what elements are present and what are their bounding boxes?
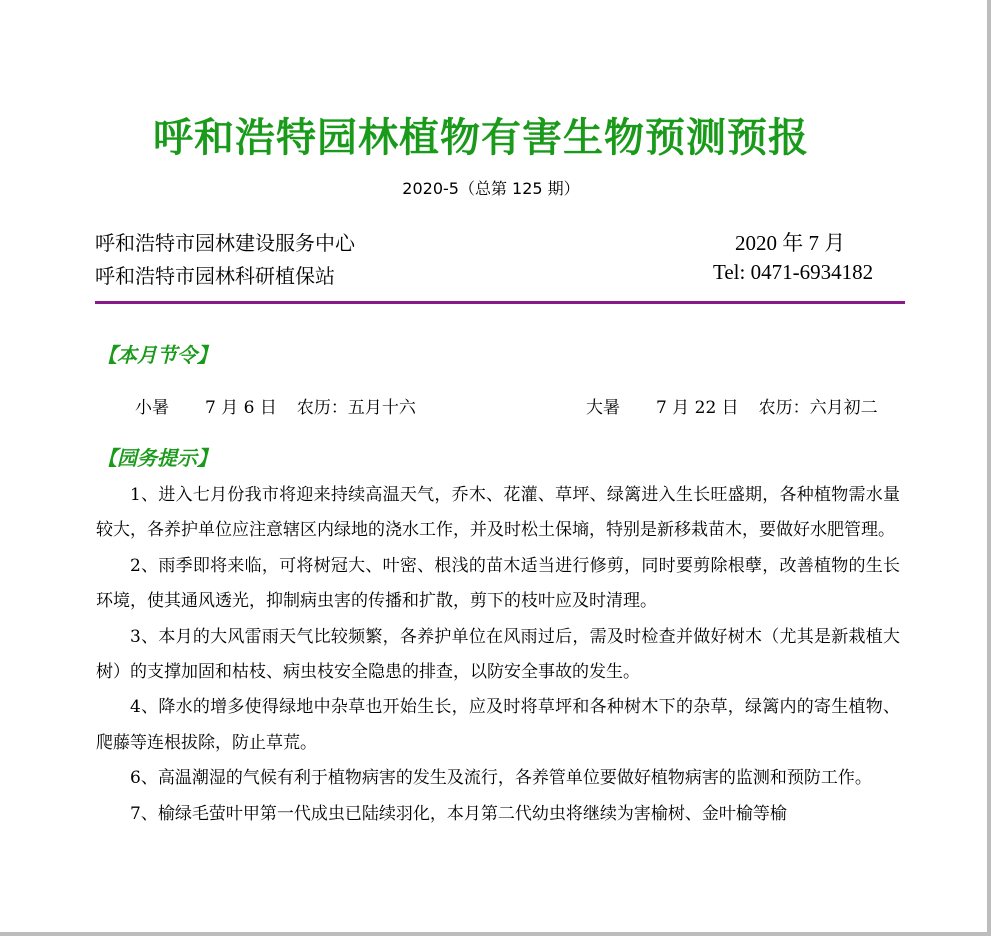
- tip-paragraph: 3、本月的大风雷雨天气比较频繁，各养护单位在风雨过后，需及时检查并做好树木（尤其是新栽植大树）的支撑加固和枯枝、病虫枝安全隐患的排查，以防安全事故的发生。: [96, 626, 900, 683]
- org-name-secondary: 呼和浩特市园林科研植保站: [95, 264, 335, 288]
- solar-term-date: 7 月 22 日: [656, 398, 739, 418]
- solar-term-lunar: 农历：五月十六: [296, 398, 416, 418]
- garden-tips-body: [96, 478, 900, 832]
- publish-date: 2020 年 7 月: [735, 231, 846, 255]
- telephone: Tel: 0471-6934182: [713, 260, 874, 284]
- solar-term-name: 小暑: [135, 398, 169, 418]
- section-heading-solar-terms: 【本月节令】: [97, 343, 217, 367]
- page-edge-right: [987, 0, 991, 936]
- tip-paragraph: 1、进入七月份我市将迎来持续高温天气，乔木、花灌、草坪、绿篱进入生长旺盛期，各种植物需水量较大，各养护单位应注意辖区内绿地的浇水工作，并及时松土保墒，特别是新移栽苗木，要做好水肥管理。: [96, 485, 900, 541]
- tip-paragraph: 6、高温潮湿的气候有利于植物病害的发生及流行，各养管单位要做好植物病害的监测和预防工作。: [130, 768, 872, 789]
- org-name-primary: 呼和浩特市园林建设服务中心: [95, 231, 355, 255]
- solar-term-date: 7 月 6 日: [205, 398, 277, 418]
- solar-term-2: [586, 393, 878, 418]
- document-title: 呼和浩特园林植物有害生物预测预报: [153, 115, 809, 161]
- tip-paragraph: 4、降水的增多使得绿地中杂草也开始生长，应及时将草坪和各种树木下的杂草，绿篱内的寄生植物、爬藤等连根拔除，防止草荒。: [96, 697, 900, 753]
- solar-term-lunar: 农历：六月初二: [758, 398, 878, 418]
- section-heading-garden-tips: 【园务提示】: [97, 446, 217, 470]
- tip-paragraph: 2、雨季即将来临，可将树冠大、叶密、根浅的苗木适当进行修剪，同时要剪除根孽，改善植物的生长环境，使其通风透光，抑制病虫害的传播和扩散，剪下的枝叶应及时清理。: [96, 555, 900, 612]
- tip-paragraph: 7、榆绿毛萤叶甲第一代成虫已陆续羽化，本月第二代幼虫将继续为害榆树、金叶榆等榆: [130, 803, 787, 824]
- solar-term-1: [135, 393, 416, 418]
- issue-number: 2020-5（总第 125 期）: [402, 179, 580, 198]
- header-divider: [95, 301, 905, 304]
- solar-term-name: 大暑: [586, 398, 620, 418]
- page-edge-bottom: [0, 932, 991, 936]
